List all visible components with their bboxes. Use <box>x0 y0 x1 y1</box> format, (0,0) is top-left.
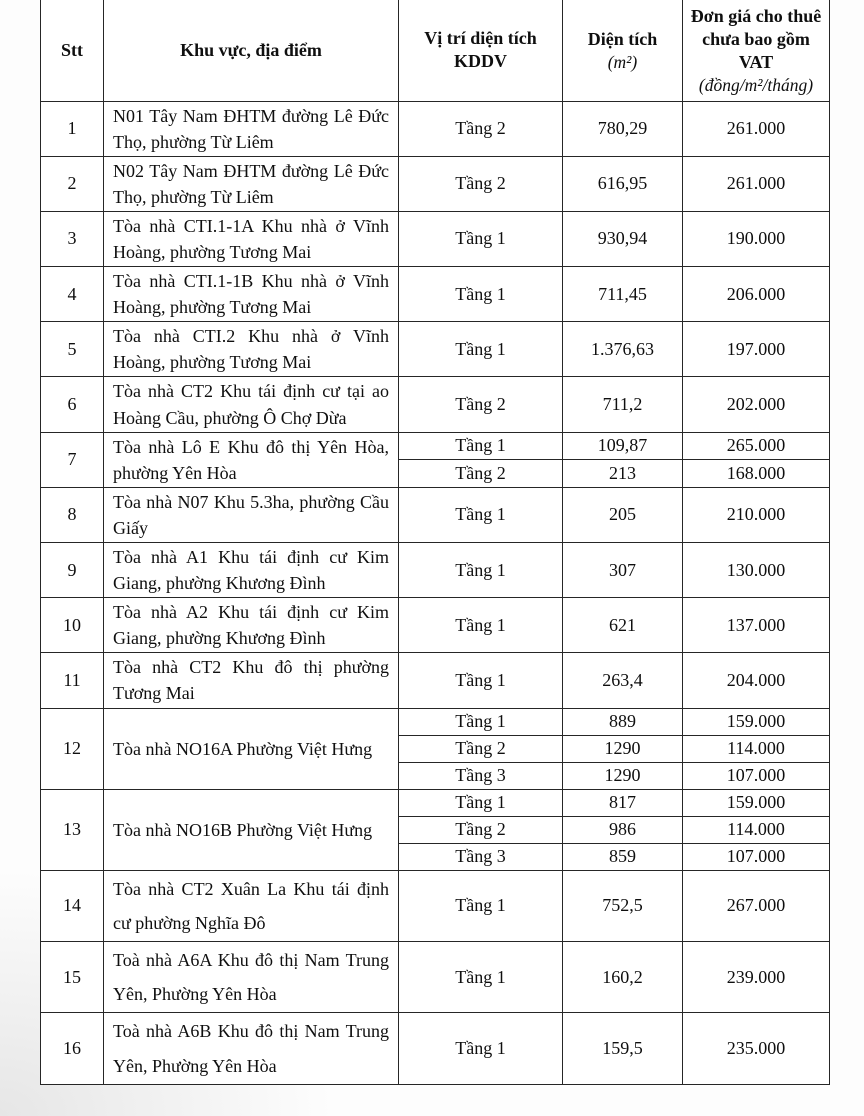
col-header-size-unit: (m²) <box>607 51 638 72</box>
table-body <box>41 101 830 1084</box>
row-area-cell: Tòa nhà CTI.1-1B Khu nhà ở Vĩnh Hoàng, phường Tương Mai <box>104 267 399 322</box>
table-row <box>41 322 830 377</box>
table-row <box>41 653 830 708</box>
table-row <box>41 432 830 460</box>
row-price-cell: 261.000 <box>683 101 830 156</box>
row-floor-cell: Tầng 2 <box>399 816 563 843</box>
row-size-cell: 1290 <box>563 762 683 789</box>
row-floor-cell: Tầng 2 <box>399 156 563 211</box>
col-header-stt: Stt <box>41 0 104 101</box>
row-area-cell: Tòa nhà Lô E Khu đô thị Yên Hòa, phường Yên Hòa <box>104 432 399 487</box>
row-size-cell: 780,29 <box>563 101 683 156</box>
row-area-cell: N02 Tây Nam ĐHTM đường Lê Đức Thọ, phường Từ Liêm <box>104 156 399 211</box>
col-header-price <box>683 0 830 101</box>
row-size-cell: 859 <box>563 843 683 870</box>
row-price-cell: 159.000 <box>683 708 830 735</box>
row-index-cell: 13 <box>41 789 104 870</box>
row-floor-cell: Tầng 1 <box>399 598 563 653</box>
row-area-cell: Toà nhà A6A Khu đô thị Nam Trung Yên, Phường Yên Hòa <box>104 941 399 1012</box>
table-row <box>41 543 830 598</box>
row-price-cell: 190.000 <box>683 211 830 266</box>
row-size-cell: 159,5 <box>563 1013 683 1084</box>
row-index-cell: 6 <box>41 377 104 432</box>
row-floor-cell: Tầng 2 <box>399 735 563 762</box>
col-header-size-label: Diện tích <box>587 28 658 49</box>
row-floor-cell: Tầng 1 <box>399 543 563 598</box>
row-area-cell: Tòa nhà N07 Khu 5.3ha, phường Cầu Giấy <box>104 487 399 542</box>
row-index-cell: 10 <box>41 598 104 653</box>
col-header-floor: Vị trí diện tích KDDV <box>399 0 563 101</box>
row-floor-cell: Tầng 1 <box>399 487 563 542</box>
row-area-cell: Tòa nhà CTI.2 Khu nhà ở Vĩnh Hoàng, phường Tương Mai <box>104 322 399 377</box>
row-size-cell: 1.376,63 <box>563 322 683 377</box>
row-size-cell: 213 <box>563 460 683 488</box>
row-index-cell: 1 <box>41 101 104 156</box>
table-row <box>41 101 830 156</box>
row-size-cell: 752,5 <box>563 870 683 941</box>
row-size-cell: 621 <box>563 598 683 653</box>
row-price-cell: 206.000 <box>683 267 830 322</box>
table-row <box>41 789 830 816</box>
col-header-price-unit: (đồng/m²/tháng) <box>698 74 814 95</box>
row-index-cell: 16 <box>41 1013 104 1084</box>
row-price-cell: 107.000 <box>683 843 830 870</box>
row-size-cell: 616,95 <box>563 156 683 211</box>
row-floor-cell: Tầng 2 <box>399 377 563 432</box>
row-price-cell: 130.000 <box>683 543 830 598</box>
col-header-price-label: Đơn giá cho thuê chưa bao gồm VAT <box>690 5 822 72</box>
row-size-cell: 263,4 <box>563 653 683 708</box>
col-header-area: Khu vực, địa điểm <box>104 0 399 101</box>
table-row <box>41 941 830 1012</box>
row-floor-cell: Tầng 1 <box>399 870 563 941</box>
table-row <box>41 598 830 653</box>
row-area-cell: Toà nhà A6B Khu đô thị Nam Trung Yên, Phường Yên Hòa <box>104 1013 399 1084</box>
row-floor-cell: Tầng 1 <box>399 708 563 735</box>
row-floor-cell: Tầng 3 <box>399 762 563 789</box>
row-floor-cell: Tầng 2 <box>399 460 563 488</box>
row-area-cell: N01 Tây Nam ĐHTM đường Lê Đức Thọ, phường Từ Liêm <box>104 101 399 156</box>
row-area-cell: Tòa nhà A1 Khu tái định cư Kim Giang, phường Khương Đình <box>104 543 399 598</box>
row-price-cell: 137.000 <box>683 598 830 653</box>
row-price-cell: 210.000 <box>683 487 830 542</box>
row-floor-cell: Tầng 1 <box>399 211 563 266</box>
row-index-cell: 14 <box>41 870 104 941</box>
row-price-cell: 261.000 <box>683 156 830 211</box>
table-row <box>41 211 830 266</box>
row-size-cell: 986 <box>563 816 683 843</box>
row-index-cell: 8 <box>41 487 104 542</box>
row-area-cell: Tòa nhà CT2 Khu tái định cư tại ao Hoàng Cầu, phường Ô Chợ Dừa <box>104 377 399 432</box>
header-row <box>41 0 830 101</box>
row-floor-cell: Tầng 1 <box>399 1013 563 1084</box>
table-row <box>41 870 830 941</box>
row-price-cell: 168.000 <box>683 460 830 488</box>
row-floor-cell: Tầng 1 <box>399 322 563 377</box>
row-price-cell: 239.000 <box>683 941 830 1012</box>
row-index-cell: 15 <box>41 941 104 1012</box>
table-row <box>41 156 830 211</box>
row-area-cell: Tòa nhà A2 Khu tái định cư Kim Giang, phường Khương Đình <box>104 598 399 653</box>
table-row <box>41 377 830 432</box>
row-floor-cell: Tầng 2 <box>399 101 563 156</box>
row-floor-cell: Tầng 3 <box>399 843 563 870</box>
row-index-cell: 9 <box>41 543 104 598</box>
row-price-cell: 159.000 <box>683 789 830 816</box>
row-index-cell: 4 <box>41 267 104 322</box>
row-size-cell: 889 <box>563 708 683 735</box>
row-price-cell: 267.000 <box>683 870 830 941</box>
row-size-cell: 711,45 <box>563 267 683 322</box>
row-floor-cell: Tầng 1 <box>399 267 563 322</box>
row-floor-cell: Tầng 1 <box>399 432 563 460</box>
row-price-cell: 235.000 <box>683 1013 830 1084</box>
row-size-cell: 711,2 <box>563 377 683 432</box>
row-price-cell: 114.000 <box>683 735 830 762</box>
row-index-cell: 11 <box>41 653 104 708</box>
table-row <box>41 1013 830 1084</box>
row-index-cell: 7 <box>41 432 104 487</box>
row-area-cell: Tòa nhà NO16B Phường Việt Hưng <box>104 789 399 870</box>
row-price-cell: 114.000 <box>683 816 830 843</box>
row-index-cell: 5 <box>41 322 104 377</box>
row-floor-cell: Tầng 1 <box>399 941 563 1012</box>
row-index-cell: 3 <box>41 211 104 266</box>
row-area-cell: Tòa nhà CT2 Khu đô thị phường Tương Mai <box>104 653 399 708</box>
row-area-cell: Tòa nhà NO16A Phường Việt Hưng <box>104 708 399 789</box>
row-size-cell: 930,94 <box>563 211 683 266</box>
row-price-cell: 202.000 <box>683 377 830 432</box>
table-row <box>41 487 830 542</box>
row-size-cell: 109,87 <box>563 432 683 460</box>
row-index-cell: 2 <box>41 156 104 211</box>
row-area-cell: Tòa nhà CT2 Xuân La Khu tái định cư phường Nghĩa Đô <box>104 870 399 941</box>
row-size-cell: 817 <box>563 789 683 816</box>
row-size-cell: 1290 <box>563 735 683 762</box>
table-header <box>41 0 830 101</box>
row-index-cell: 12 <box>41 708 104 789</box>
row-price-cell: 197.000 <box>683 322 830 377</box>
table-row <box>41 708 830 735</box>
rental-price-table <box>40 0 830 1085</box>
table-row <box>41 267 830 322</box>
row-price-cell: 204.000 <box>683 653 830 708</box>
row-size-cell: 205 <box>563 487 683 542</box>
row-size-cell: 160,2 <box>563 941 683 1012</box>
col-header-size <box>563 0 683 101</box>
row-floor-cell: Tầng 1 <box>399 653 563 708</box>
row-area-cell: Tòa nhà CTI.1-1A Khu nhà ở Vĩnh Hoàng, phường Tương Mai <box>104 211 399 266</box>
row-price-cell: 265.000 <box>683 432 830 460</box>
row-size-cell: 307 <box>563 543 683 598</box>
row-floor-cell: Tầng 1 <box>399 789 563 816</box>
row-price-cell: 107.000 <box>683 762 830 789</box>
